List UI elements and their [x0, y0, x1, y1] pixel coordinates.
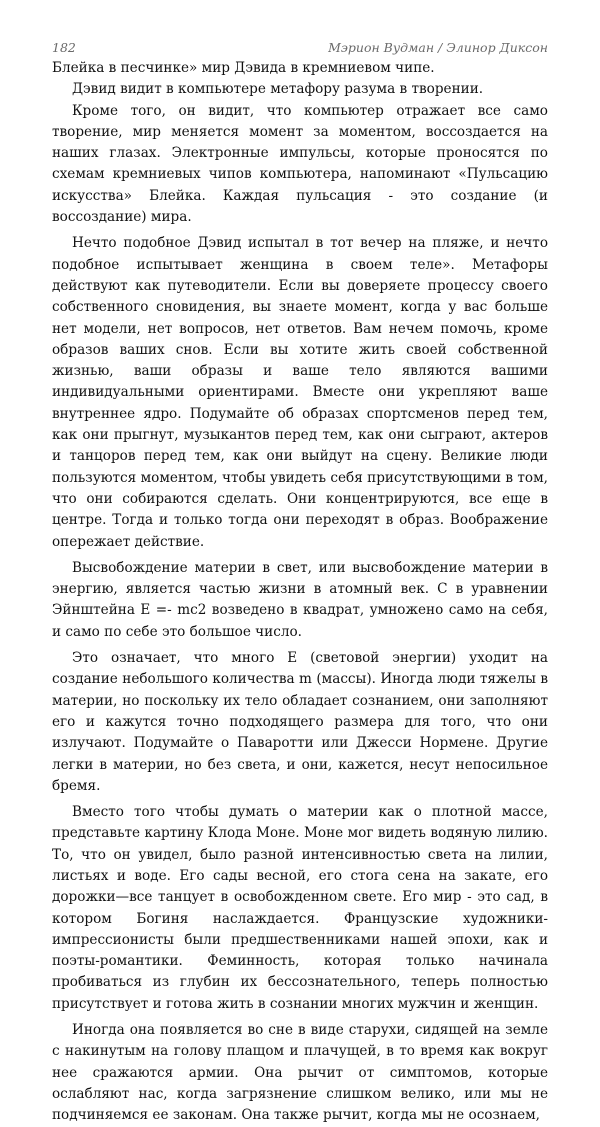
- paragraph: Блейка в песчинке» мир Дэвида в кремниевом чипе.: [52, 60, 435, 76]
- paragraph: Иногда она появляется во сне в виде старухи, сидящей на земле с накинутым на голову плащом и плачущей, в то время как вокруг нее сражаются армии. Она рычит от симптомов, которые ослабляют нас, когда загрязнение слишком велико, или мы не подчиняемся ее законам. Она также рычит, когда мы не осознаем,: [52, 1022, 548, 1124]
- paragraph: Вместо того чтобы думать о материи как о плотной массе, представьте картину Клода Моне. Моне мог видеть водяную лилию. То, что он увидел, было разной интенсивностью света на лилии, листьях и воде. Его сады весной, его стога сена на закате, его дорожки—все танцует в освобожденном свете. Его мир - это сад, в котором Богиня наслаждается. Французские художники-импрессионисты были предшественниками нашей эпохи, как и поэты-романтики. Феминность, которая только начинала пробиваться из глубин их бессознательного, теперь полностью присутствует и готова жить в сознании многих мужчин и женщин.: [52, 804, 548, 1012]
- paragraph: Высвобождение материи в свет, или высвобождение материи в энергию, является частью жизни в атомный век. С в уравнении Эйнштейна E =- mc2 возведено в квадрат, умножено само на себя, и само по себе это большое число.: [52, 559, 548, 640]
- page-body: [52, 58, 548, 1127]
- paragraph: Это означает, что много E (световой энергии) уходит на создание небольшого количества m (массы). Иногда люди тяжелы в материи, но поскольку их тело обладает сознанием, они заполняют его и кажутся точно подходящего размера для того, что они излучают. Подумайте о Паваротти или Джесси Нормене. Другие легки в материи, но без света, и они, кажется, несут непосильное бремя.: [52, 650, 548, 794]
- running-header: [52, 40, 548, 55]
- paragraph: Нечто подобное Дэвид испытал в тот вечер на пляже, и нечто подобное испытывает женщина в своем теле». Метафоры действуют как путеводители. Если вы доверяете процессу своего собственного сновидения, вы знаете момент, когда у вас больше нет модели, нет вопросов, нет ответов. Вам нечем помочь, кроме образов ваших снов. Если вы хотите жить своей собственной жизнью, ваши образы и ваше тело являются вашими индивидуальными ориентирами. Вместе они укрепляют ваше внутреннее ядро. Подумайте об образах спортсменов перед тем, как они прыгнут, музыкантов перед тем, как они сыграют, актеров и танцоров перед тем, как они выйдут на сцену. Великие люди пользуются моментом, чтобы увидеть себя присутствующими в том, что они собираются сделать. Они концентрируются, все еще в центре. Тогда и только тогда они переходят в образ. Воображение опережает действие.: [52, 235, 548, 550]
- page-number: 182: [52, 40, 76, 55]
- paragraph: Дэвид видит в компьютере метафору разума в творении.: [72, 81, 484, 98]
- paragraph: Кроме того, он видит, что компьютер отражает все само творение, мир меняется момент за моментом, воссоздается на наших глазах. Электронные импульсы, которые проносятся по схемам кремниевых чипов компьютера, напоминают «Пульсацию искусства» Блейка. Каждая пульсация - это создание (и воссоздание) мира.: [52, 102, 548, 226]
- running-title: Мэрион Вудман / Элинор Диксон: [328, 40, 548, 55]
